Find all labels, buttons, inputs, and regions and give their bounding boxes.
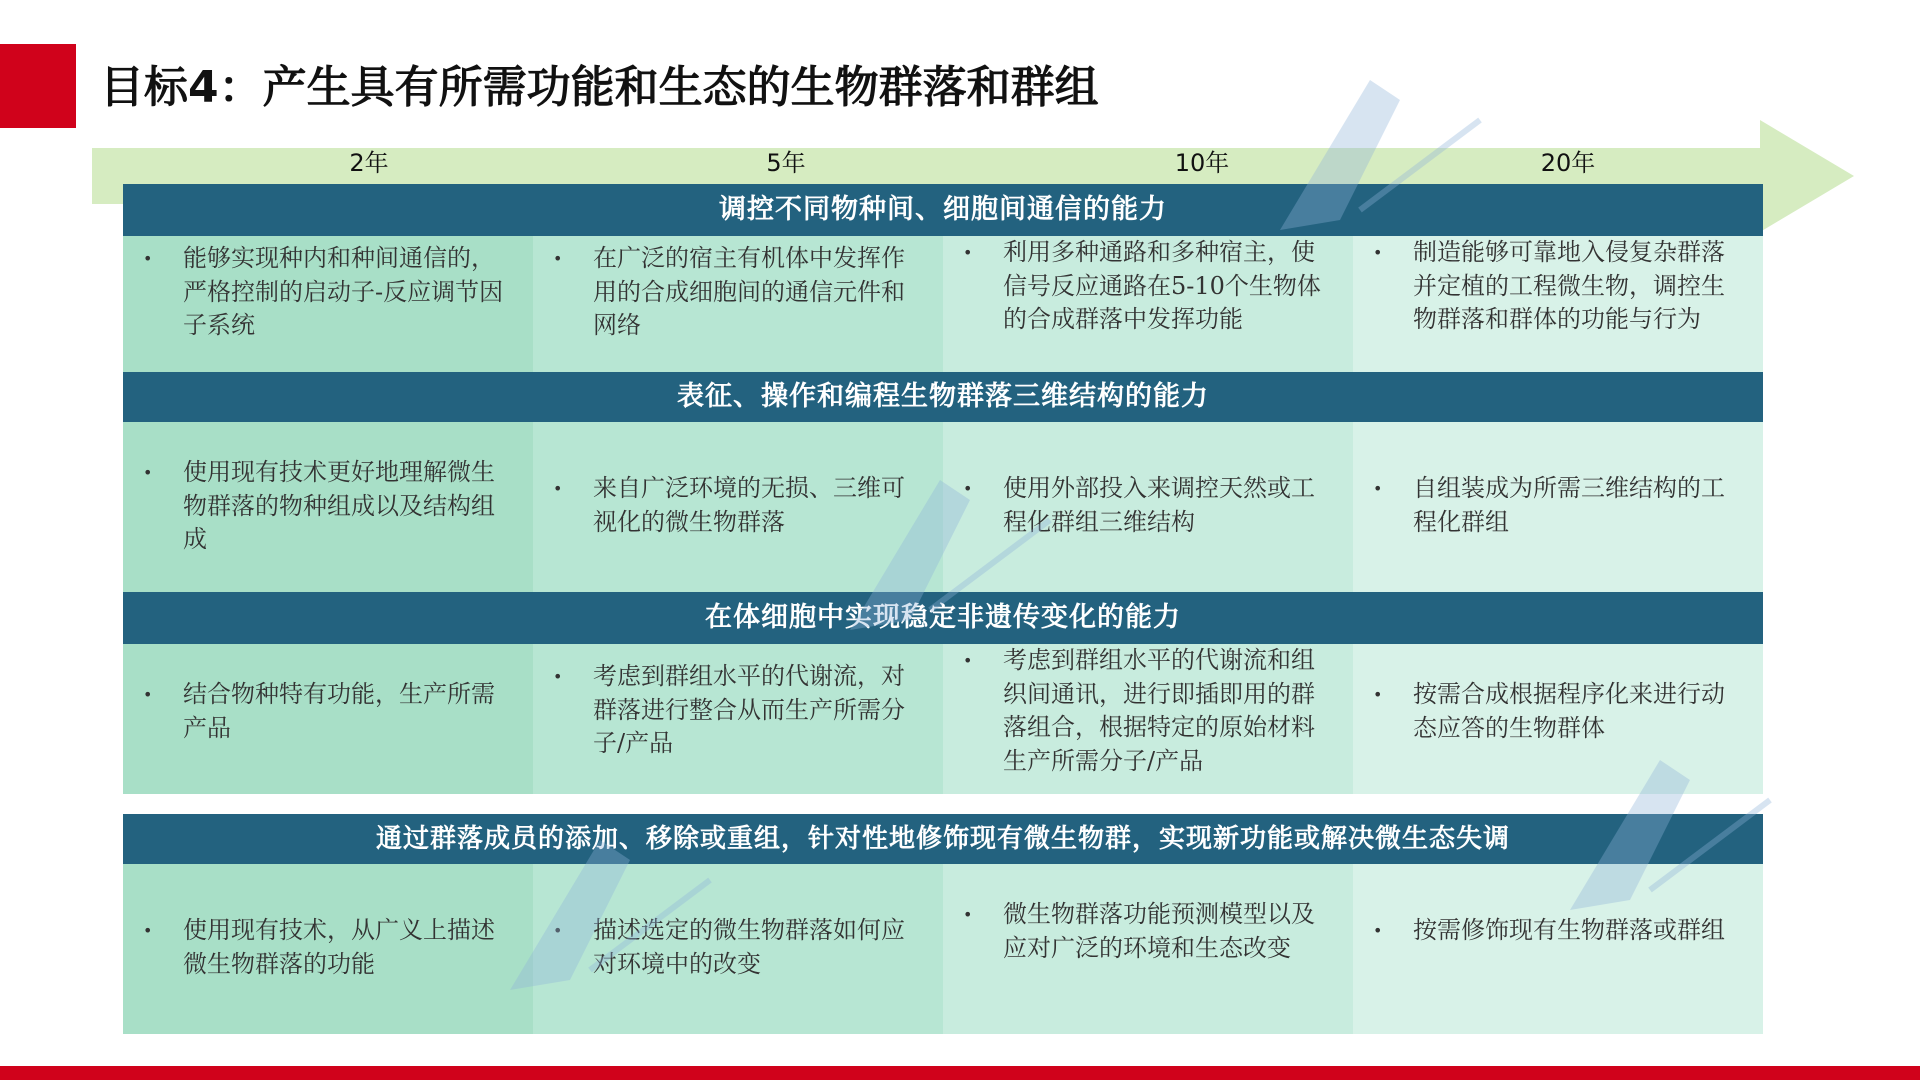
bullet-icon: • bbox=[143, 685, 153, 704]
timeline-year-2: 2年 bbox=[349, 149, 389, 177]
footer-accent-bar bbox=[0, 1066, 1920, 1080]
cell-text: 来自广泛环境的无损、三维可视化的微生物群落 bbox=[593, 474, 905, 536]
cell-modification-2yr bbox=[123, 864, 533, 1034]
bullet-icon: • bbox=[553, 249, 563, 268]
cell-non-genetic-10yr bbox=[943, 644, 1353, 794]
cell-communication-20yr bbox=[1353, 236, 1763, 372]
cell-modification-5yr bbox=[533, 864, 943, 1034]
cell-communication-5yr bbox=[533, 236, 943, 372]
cell-non-genetic-20yr bbox=[1353, 644, 1763, 794]
section-header-non-genetic-change: 在体细胞中实现稳定非遗传变化的能力 bbox=[123, 592, 1763, 644]
cell-text: 使用现有技术更好地理解微生物群落的物种组成以及结构组成 bbox=[183, 458, 495, 553]
cell-text: 结合物种特有功能，生产所需产品 bbox=[183, 680, 495, 742]
bullet-icon: • bbox=[143, 463, 153, 482]
bullet-icon: • bbox=[1373, 479, 1383, 498]
bullet-icon: • bbox=[963, 651, 973, 670]
cell-text: 利用多种通路和多种宿主，使信号反应通路在5-10个生物体的合成群落中发挥功能 bbox=[1003, 238, 1321, 333]
bullet-icon: • bbox=[963, 243, 973, 262]
cell-non-genetic-5yr bbox=[533, 644, 943, 794]
cell-text: 在广泛的宿主有机体中发挥作用的合成细胞间的通信元件和网络 bbox=[593, 244, 905, 339]
title-accent-block bbox=[0, 44, 76, 128]
cell-text: 考虑到群组水平的代谢流和组织间通讯，进行即插即用的群落组合，根据特定的原始材料生产所需分子/产品 bbox=[1003, 646, 1315, 775]
page-title: 目标4：产生具有所需功能和生态的生物群落和群组 bbox=[100, 62, 1099, 113]
cell-modification-10yr bbox=[943, 864, 1353, 1034]
cell-3d-structure-2yr bbox=[123, 422, 533, 592]
cell-communication-2yr bbox=[123, 236, 533, 372]
section-header-microbiome-modification: 通过群落成员的添加、移除或重组，针对性地修饰现有微生物群，实现新功能或解决微生态失调 bbox=[123, 814, 1763, 864]
roadmap-grid bbox=[123, 184, 1763, 1034]
cell-text: 制造能够可靠地入侵复杂群落并定植的工程微生物，调控生物群落和群体的功能与行为 bbox=[1413, 238, 1725, 333]
timeline-year-10: 10年 bbox=[1174, 149, 1230, 177]
bullet-icon: • bbox=[1373, 685, 1383, 704]
cell-text: 自组装成为所需三维结构的工程化群组 bbox=[1413, 474, 1725, 536]
bullet-icon: • bbox=[553, 667, 563, 686]
cell-text: 微生物群落功能预测模型以及应对广泛的环境和生态改变 bbox=[1003, 900, 1315, 962]
cell-text: 能够实现种内和种间通信的，严格控制的启动子-反应调节因子系统 bbox=[183, 244, 504, 339]
cell-non-genetic-2yr bbox=[123, 644, 533, 794]
bullet-icon: • bbox=[553, 479, 563, 498]
cell-text: 考虑到群组水平的代谢流，对群落进行整合从而生产所需分子/产品 bbox=[593, 662, 905, 757]
cell-3d-structure-10yr bbox=[943, 422, 1353, 592]
cell-communication-10yr bbox=[943, 236, 1353, 372]
cell-modification-20yr bbox=[1353, 864, 1763, 1034]
timeline-year-20: 20年 bbox=[1540, 149, 1596, 177]
cell-text: 描述选定的微生物群落如何应对环境中的改变 bbox=[593, 916, 905, 978]
section-header-3d-structure: 表征、操作和编程生物群落三维结构的能力 bbox=[123, 372, 1763, 422]
bullet-icon: • bbox=[143, 921, 153, 940]
bullet-icon: • bbox=[1373, 921, 1383, 940]
cell-text: 按需修饰现有生物群落或群组 bbox=[1413, 916, 1725, 944]
bullet-icon: • bbox=[1373, 243, 1383, 262]
section-header-communication: 调控不同物种间、细胞间通信的能力 bbox=[123, 184, 1763, 236]
bullet-icon: • bbox=[553, 921, 563, 940]
bullet-icon: • bbox=[963, 479, 973, 498]
cell-text: 按需合成根据程序化来进行动态应答的生物群体 bbox=[1413, 680, 1725, 742]
cell-text: 使用现有技术，从广义上描述微生物群落的功能 bbox=[183, 916, 495, 978]
cell-3d-structure-20yr bbox=[1353, 422, 1763, 592]
cell-text: 使用外部投入来调控天然或工程化群组三维结构 bbox=[1003, 474, 1315, 536]
timeline-year-5: 5年 bbox=[766, 149, 806, 177]
bullet-icon: • bbox=[963, 905, 973, 924]
bullet-icon: • bbox=[143, 249, 153, 268]
cell-3d-structure-5yr bbox=[533, 422, 943, 592]
